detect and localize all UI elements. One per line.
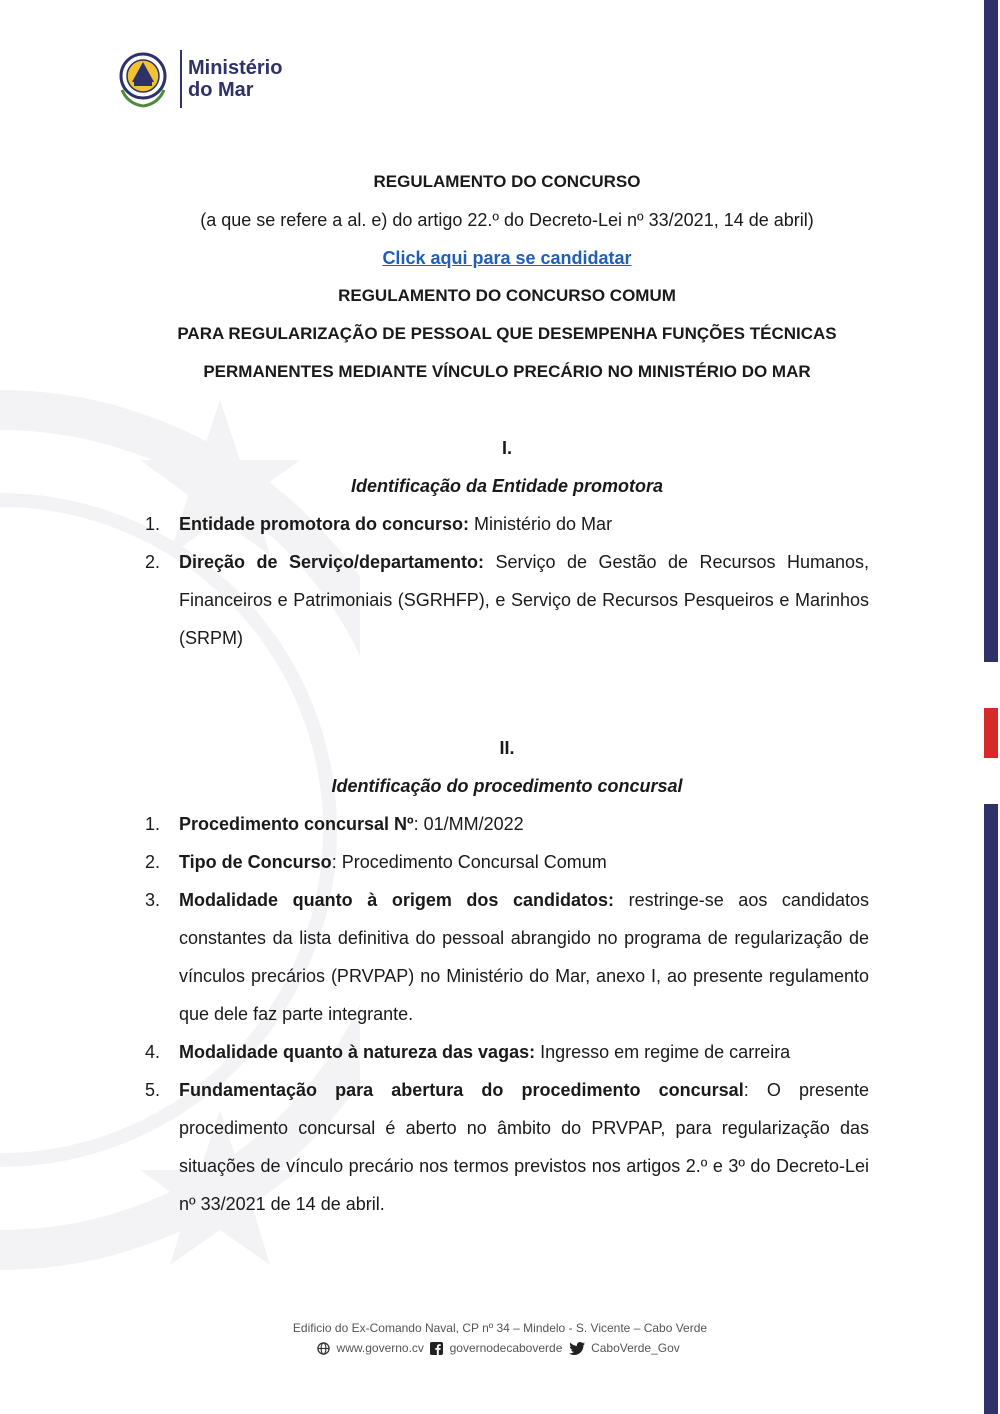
heading-line-3: PERMANENTES MEDIANTE VÍNCULO PRECÁRIO NO MINISTÉRIO DO MAR — [203, 362, 811, 381]
website-link[interactable]: www.governo.cv — [336, 1341, 424, 1355]
item-label: Entidade promotora do concurso: — [179, 514, 470, 534]
facebook-link[interactable]: governodecaboverde — [449, 1341, 563, 1355]
twitter-icon — [569, 1342, 585, 1355]
list-item — [145, 543, 869, 657]
section-1-title: Identificação da Entidade promotora — [350, 476, 664, 496]
list-item — [145, 881, 869, 1033]
list-item — [145, 805, 869, 843]
section-2-title: Identificação do procedimento concursal — [331, 776, 683, 796]
section-1-list — [145, 505, 869, 657]
item-number: 2. — [145, 852, 161, 872]
heading-line-1: REGULAMENTO DO CONCURSO COMUM — [338, 286, 676, 305]
item-number: 1. — [145, 814, 161, 834]
logo-text — [188, 57, 282, 101]
page-footer — [0, 1318, 1000, 1358]
emblem-icon — [112, 48, 174, 110]
footer-address: Edificio do Ex-Comando Naval, CP nº 34 – Mindelo - S. Vicente – Cabo Verde — [292, 1321, 708, 1335]
item-text: : 01/MM/2022 — [413, 814, 524, 834]
item-number: 1. — [145, 514, 161, 534]
section-1-number: I. — [501, 438, 512, 458]
section-2-list — [145, 805, 869, 1223]
logo-line-1: Ministério — [188, 57, 283, 79]
item-text: restringe-se aos candidatos constantes da lista definitiva do pessoal abrangido no programa de regularização de vínculos precários (PRVPAP) no Ministério do Mar, anexo I, ao presente regulamento que dele faz parte integrante. — [179, 890, 869, 1024]
item-number: 2. — [145, 552, 161, 572]
document-body — [145, 163, 869, 1223]
list-item — [145, 843, 869, 881]
item-label: Fundamentação para abertura do procedimento concursal — [179, 1080, 744, 1100]
document-subtitle: (a que se refere a al. e) do artigo 22.º do Decreto-Lei nº 33/2021, 14 de abril) — [200, 210, 814, 230]
list-item — [145, 1071, 869, 1223]
section-2-number: II. — [499, 738, 515, 758]
sidebar-stripe-red — [984, 708, 998, 758]
globe-icon — [317, 1342, 330, 1355]
item-text: Ministério do Mar — [469, 514, 613, 534]
item-label: Procedimento concursal Nº — [179, 814, 414, 834]
twitter-link[interactable]: CaboVerde_Gov — [591, 1341, 680, 1355]
sidebar-stripe-top — [984, 0, 998, 662]
item-number: 4. — [145, 1042, 161, 1062]
item-text: Serviço de Gestão de Recursos Humanos, Financeiros e Patrimoniais (SGRHFP), e Serviço de Recursos Pesqueiros e Marinhos (SRPM) — [179, 552, 869, 648]
item-text: : Procedimento Concursal Comum — [331, 852, 607, 872]
logo-divider — [180, 50, 182, 108]
item-label: Tipo de Concurso — [179, 852, 332, 872]
item-label: Direção de Serviço/departamento: — [179, 552, 485, 572]
apply-link[interactable]: Click aqui para se candidatar — [382, 248, 632, 268]
logo-line-2: do Mar — [188, 79, 254, 101]
ministry-logo — [112, 48, 282, 110]
item-label: Modalidade quanto à origem dos candidatos: — [179, 890, 615, 910]
document-title: REGULAMENTO DO CONCURSO — [373, 172, 641, 191]
item-number: 5. — [145, 1080, 161, 1100]
list-item — [145, 1033, 869, 1071]
item-label: Modalidade quanto à natureza das vagas: — [179, 1042, 536, 1062]
list-item — [145, 505, 869, 543]
footer-links — [0, 1338, 1000, 1358]
heading-line-2: PARA REGULARIZAÇÃO DE PESSOAL QUE DESEMPENHA FUNÇÕES TÉCNICAS — [177, 324, 837, 343]
item-text: Ingresso em regime de carreira — [535, 1042, 791, 1062]
item-number: 3. — [145, 890, 161, 910]
item-text: : O presente procedimento concursal é aberto no âmbito do PRVPAP, para regularização das situações de vínculo precário nos termos previstos nos artigos 2.º e 3º do Decreto-Lei nº 33/2021 de 14 de abril. — [179, 1080, 869, 1214]
facebook-icon — [430, 1342, 443, 1355]
